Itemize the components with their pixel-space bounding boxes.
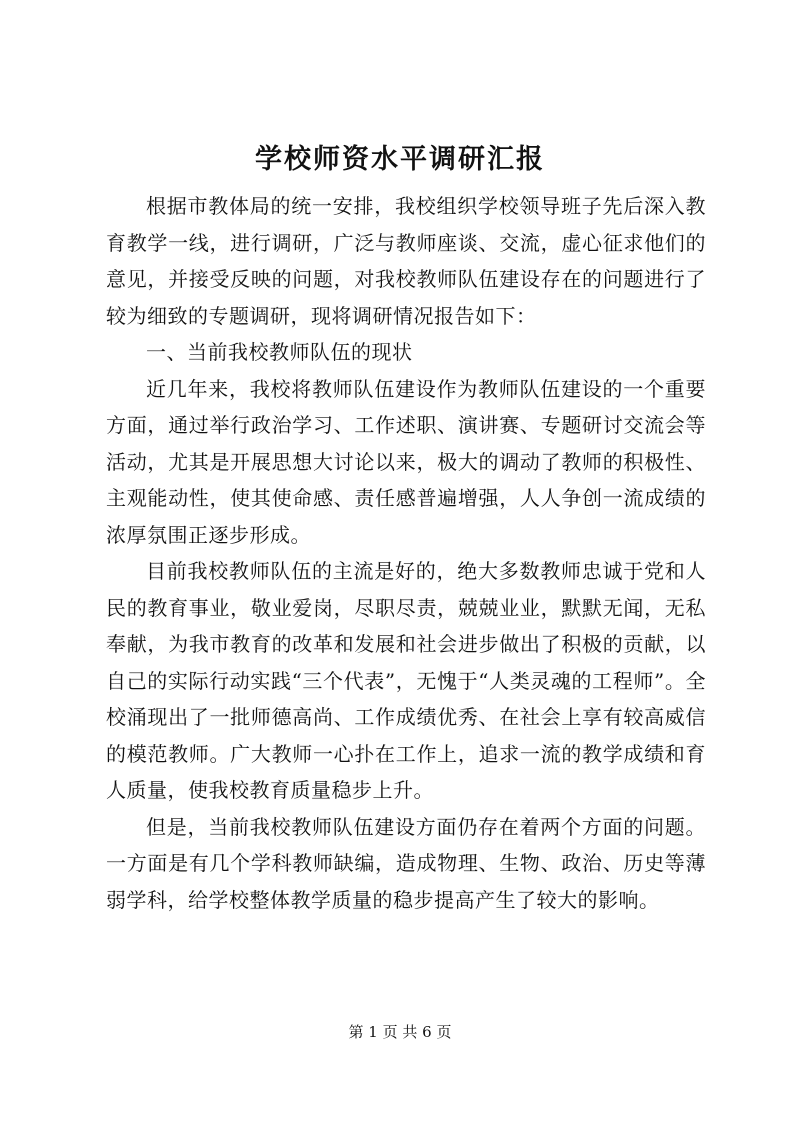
paragraph-problems: 但是，当前我校教师队伍建设方面仍存在着两个方面的问题。一方面是有几个学科教师缺编，造成物理、生物、政治、历史等薄弱学科，给学校整体教学质量的稳步提高产生了较大的影响。 xyxy=(106,814,706,912)
section-heading: 一、当前我校教师队伍的现状 xyxy=(146,340,413,364)
document-body xyxy=(106,188,706,918)
paragraph-recent-years: 近几年来，我校将教师队伍建设作为教师队伍建设的一个重要方面，通过举行政治学习、工作述职、演讲赛、专题研讨交流会等活动，尤其是开展思想大讨论以来，极大的调动了教师的积极性、主观能动性，使其使命感、责任感普遍增强，人人争创一流成绩的浓厚氛围正逐步形成。 xyxy=(106,376,706,547)
paragraph-mainstream: 目前我校教师队伍的主流是好的，绝大多数教师忠诚于党和人民的教育事业，敬业爱岗，尽职尽责，兢兢业业，默默无闻，无私奉献，为我市教育的改革和发展和社会进步做出了积极的贡献，以自己的实际行动实践“三个代表”，无愧于“人类灵魂的工程师”。全校涌现出了一批师德高尚、工作成绩优秀、在社会上享有较高威信的模范教师。广大教师一心扑在工作上，追求一流的教学成绩和育人质量，使我校教育质量稳步上升。 xyxy=(106,559,706,802)
page-number: 第 1 页 共 6 页 xyxy=(348,1023,452,1041)
paragraph-intro: 根据市教体局的统一安排，我校组织学校领导班子先后深入教育教学一线，进行调研，广泛与教师座谈、交流，虚心征求他们的意见，并接受反映的问题，对我校教师队伍建设存在的问题进行了较为细致的专题调研，现将调研情况报告如下： xyxy=(106,194,706,328)
page-title: 学校师资水平调研汇报 xyxy=(255,144,545,175)
